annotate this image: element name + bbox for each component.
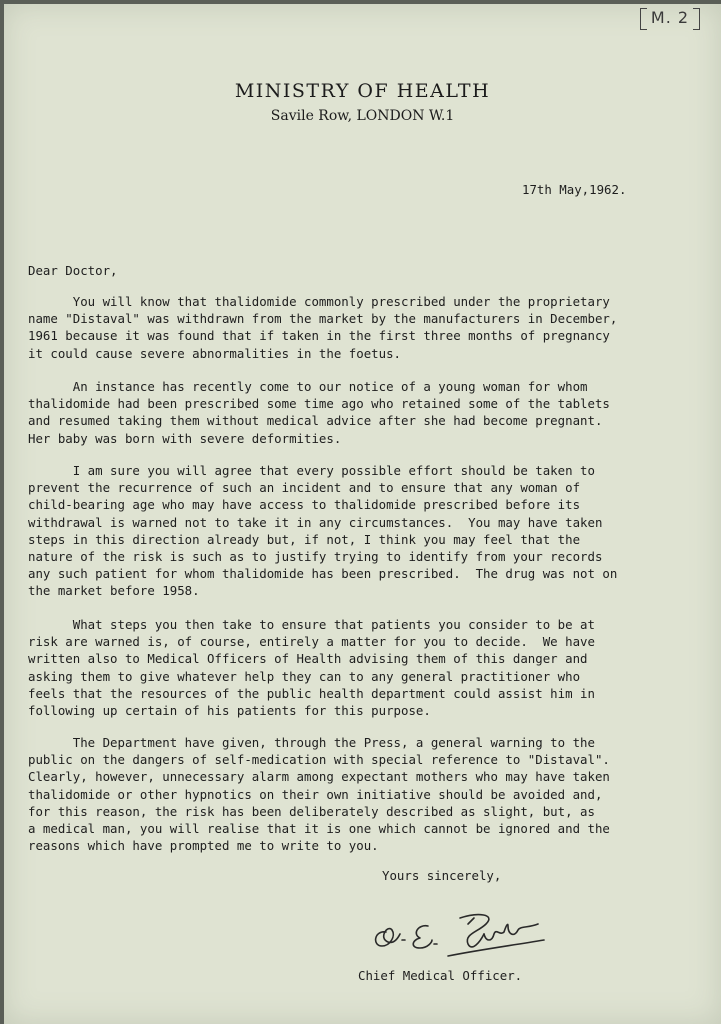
paragraph-line: thalidomide had been prescribed some time ago who retained some of the tablets [28,396,610,412]
paragraph-line: any such patient for whom thalidomide has been prescribed. The drug was not on [28,566,618,582]
handwritten-signature [368,904,548,964]
letterhead-title: MINISTRY OF HEALTH [234,80,491,102]
signoff-title: Chief Medical Officer. [358,968,523,983]
paragraph-line: I am sure you will agree that every possible effort should be taken to [28,463,595,478]
closing: Yours sincerely, [382,868,502,883]
paragraph-line: Clearly, however, unnecessary alarm among expectant mothers who may have taken [28,769,610,785]
paragraph-4 [28,616,718,719]
paragraph-line: prevent the recurrence of such an incident and to ensure that any woman of [28,480,581,496]
paragraph-line: 1961 because it was found that if taken in the first three months of pregnancy [28,328,610,344]
paragraph-line: thalidomide or other hypnotics on their own initiative should be avoided and, [28,786,603,802]
letter-page [4,4,721,1024]
paragraph-line: You will know that thalidomide commonly prescribed under the proprietary [28,294,610,309]
letterhead-address: Savile Row, LONDON W.1 [270,108,455,124]
paragraph-line: withdrawal is warned not to take it in any circumstances. You may have taken [28,514,603,530]
paragraph-5 [28,734,718,854]
paragraph-line: nature of the risk is such as to justify trying to identify from your records [28,548,603,564]
paragraph-line: written also to Medical Officers of Health advising them of this danger and [28,651,588,667]
paragraph-line: risk are warned is, of course, entirely a matter for you to decide. We have [28,634,595,650]
paragraph-line: What steps you then take to ensure that patients you consider to be at [28,617,595,632]
paragraph-line: Her baby was born with severe deformities. [28,430,342,446]
paragraph-line: a medical man, you will realise that it is one which cannot be ignored and the [28,820,610,836]
paragraph-line: feels that the resources of the public health department could assist him in [28,685,595,701]
paragraph-line: asking them to give whatever help they can to any general practitioner who [28,668,581,684]
paragraph-line: child-bearing age who may have access to thalidomide prescribed before its [28,497,581,513]
paragraph-line: name "Distaval" was withdrawn from the market by the manufacturers in December, [28,311,618,327]
paragraph-line: following up certain of his patients for this purpose. [28,702,431,718]
paragraph-line: The Department have given, through the Press, a general warning to the [28,735,595,750]
paragraph-line: public on the dangers of self-medication with special reference to "Distaval". [28,752,610,768]
paragraph-line: An instance has recently come to our notice of a young woman for whom [28,379,588,394]
salutation: Dear Doctor, [28,263,118,278]
paragraph-line: it could cause severe abnormalities in the foetus. [28,345,401,361]
paragraph-2 [28,378,718,447]
paragraph-line: reasons which have prompted me to write to you. [28,838,379,854]
paragraph-line: for this reason, the risk has been deliberately described as slight, but, as [28,803,595,819]
reference-mark: M. 2 [640,6,700,30]
paragraph-3 [28,462,718,600]
paragraph-line: and resumed taking them without medical advice after she had become pregnant. [28,413,603,429]
paragraph-line: the market before 1958. [28,583,200,599]
paragraph-1 [28,293,718,362]
paragraph-line: steps in this direction already but, if not, I think you may feel that the [28,531,581,547]
letter-date: 17th May,1962. [522,182,627,197]
